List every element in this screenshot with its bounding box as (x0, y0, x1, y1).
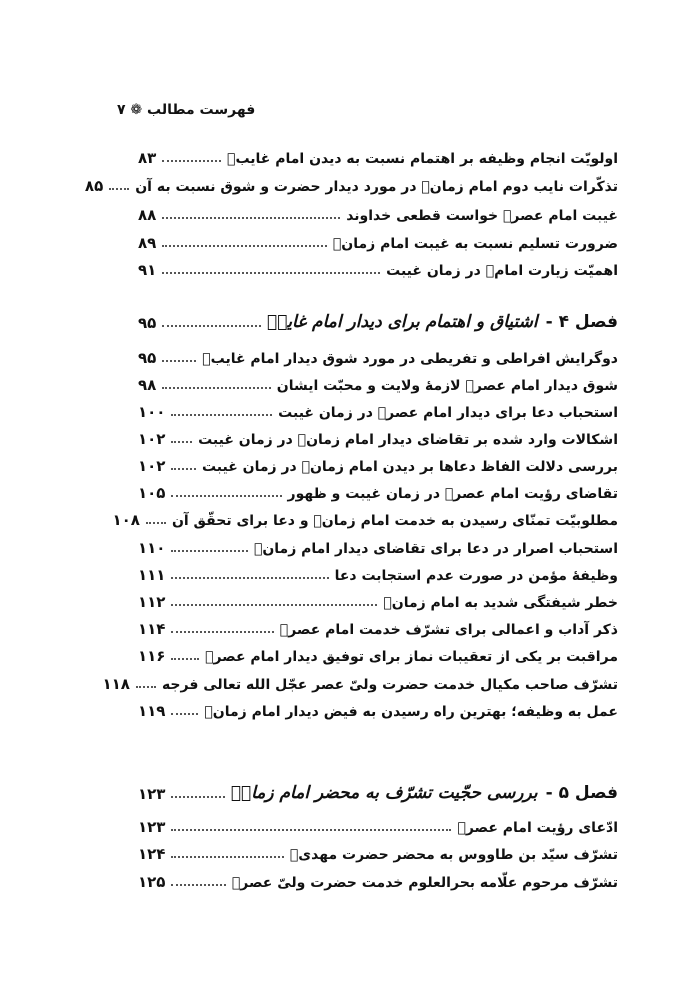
header-ornament-icon: ❁ (130, 102, 143, 118)
chapter-label: فصل ۵ - (545, 783, 618, 803)
dot-leader (171, 414, 272, 416)
dot-leader (162, 217, 340, 219)
toc-entry[interactable] (84, 171, 618, 195)
dot-leader (171, 713, 198, 715)
page-number: ۸۵ (84, 177, 104, 195)
page-number: ۸۸ (138, 206, 157, 224)
entry-title: غیبت امام عصرؑ خواست قطعی خداوند (346, 208, 618, 224)
page-number: ۱۱۶ (138, 647, 166, 665)
entry-title: بررسی دلالت الفاظ دعاها بر دیدن امام زمانؑ در زمان غیبت (201, 459, 618, 475)
toc-entry[interactable] (112, 505, 618, 529)
header-page-number: ۷ (117, 102, 126, 118)
toc-entry[interactable] (138, 424, 618, 448)
entry-title: اهمیّت زیارت امامؑ در زمان غیبت (386, 263, 618, 279)
page-number: ۱۰۲ (138, 457, 166, 475)
entry-title: وظیفهٔ مؤمن در صورت عدم استجابت دعا (334, 568, 618, 584)
entry-title: اولویّت انجام وظیفه بر اهتمام نسبت به دیدن امام غایبؑ (227, 151, 618, 167)
page-number: ۱۲۴ (138, 845, 166, 863)
page-number: ۱۱۲ (138, 593, 166, 611)
toc-entry[interactable] (138, 397, 618, 421)
dot-leader (171, 441, 192, 443)
dot-leader (162, 325, 261, 327)
page-number: ۱۱۸ (102, 675, 130, 693)
entry-title: ذکر آداب و اعمالی برای تشرّف خدمت امام عصرؑ (279, 622, 618, 638)
toc-entry[interactable] (138, 255, 618, 279)
toc-entry[interactable] (138, 587, 618, 611)
page-number: ۱۰۲ (138, 430, 166, 448)
dot-leader (171, 631, 273, 633)
page-number: ۱۱۴ (138, 620, 166, 638)
page-number: ۱۲۳ (138, 818, 166, 836)
toc-entry[interactable] (138, 867, 618, 891)
page-number: ۱۱۱ (138, 566, 166, 584)
dot-leader (109, 188, 129, 190)
page-number: ۱۲۵ (138, 873, 166, 891)
entry-title: ادّعای رؤیت امام عصرؑ (457, 820, 618, 836)
toc-entry[interactable] (138, 641, 618, 665)
dot-leader (162, 160, 221, 162)
chapter-title: بررسی حجّیت تشرّف به محضر امام زمانؑ (230, 783, 538, 803)
toc-entry[interactable] (138, 614, 618, 638)
toc-entry[interactable] (138, 560, 618, 584)
entry-title: تشرّف سیّد بن طاووس به محضر حضرت مهدیؑ (289, 847, 618, 863)
entry-title: تقاضای رؤیت امام عصرؑ در زمان غیبت و ظهور (287, 486, 618, 502)
page-number: ۸۳ (138, 149, 157, 167)
page-number: ۸۹ (138, 234, 157, 252)
page-number: ۱۱۰ (138, 539, 166, 557)
toc-entry[interactable] (138, 533, 618, 557)
dot-leader (171, 884, 225, 886)
toc-entry[interactable] (138, 812, 618, 836)
toc-entry[interactable] (138, 478, 618, 502)
entry-title: دوگرایش افراطی و تفریطی در مورد شوق دیدار امام غایبؑ (202, 351, 618, 367)
page-number: ۹۵ (138, 314, 157, 332)
page-number: ۱۲۳ (138, 785, 166, 803)
toc-entry[interactable] (138, 451, 618, 475)
entry-title: ضرورت تسلیم نسبت به غیبت امام زمانؑ (332, 236, 618, 252)
header-title: فهرست مطالب (147, 102, 256, 118)
entry-title: استحباب دعا برای دیدار امام عصرؑ در زمان غیبت (278, 405, 618, 421)
dot-leader (162, 272, 380, 274)
dot-leader (146, 522, 166, 524)
page-number: ۱۱۹ (138, 702, 166, 720)
toc-entry[interactable] (138, 370, 618, 394)
entry-title: مراقبت بر یکی از تعقیبات نماز برای توفیق دیدار امام عصرؑ (205, 649, 618, 665)
toc-entry[interactable] (138, 343, 618, 367)
chapter-title: اشتیاق و اهتمام برای دیدار امام غایبؑ (266, 312, 538, 332)
dot-leader (171, 856, 283, 858)
entry-title: مطلوبیّت تمنّای رسیدن به خدمت امام زمانؑ و دعا برای تحقّق آن (171, 513, 618, 529)
toc-entry[interactable] (138, 839, 618, 863)
dot-leader (171, 577, 328, 579)
entry-title: اشکالات وارد شده بر تقاضای دیدار امام زمانؑ در زمان غیبت (198, 432, 618, 448)
entry-title: استحباب اصرار در دعا برای تقاضای دیدار امام زمانؑ (253, 541, 618, 557)
chapter-label: فصل ۴ - (545, 312, 618, 332)
entry-title: شوق دیدار امام عصرؑ لازمهٔ ولایت و محبّت ایشان (276, 378, 618, 394)
chapter-heading[interactable] (138, 308, 618, 332)
dot-leader (162, 245, 327, 247)
chapter-heading[interactable] (138, 779, 618, 803)
dot-leader (171, 495, 281, 497)
entry-title: خطر شیفتگی شدید به امام زمانؑ (383, 595, 618, 611)
entry-title: تشرّف مرحوم علّامه بحرالعلوم خدمت حضرت ولیّ عصرؑ (231, 875, 618, 891)
entry-title: عمل به وظیفه؛ بهترین راه رسیدن به فیض دیدار امام زمانؑ (204, 704, 618, 720)
page-number: ۹۸ (138, 376, 157, 394)
page-number: ۹۱ (138, 261, 157, 279)
toc-entry[interactable] (138, 200, 618, 224)
page-number: ۹۵ (138, 349, 157, 367)
page-number: ۱۰۰ (138, 403, 166, 421)
dot-leader (162, 360, 196, 362)
dot-leader (171, 796, 224, 798)
page-number: ۱۰۵ (138, 484, 166, 502)
entry-title: تشرّف صاحب مکیال خدمت حضرت ولیّ عصر عجّل الله تعالی فرجه (161, 677, 618, 693)
entry-title: تذکّرات نایب دوم امام زمانؑ در مورد دیدار حضرت و شوق نسبت به آن (135, 179, 618, 195)
dot-leader (171, 468, 195, 470)
toc-entry[interactable] (138, 228, 618, 252)
running-header (117, 102, 255, 118)
dot-leader (171, 658, 199, 660)
dot-leader (171, 604, 377, 606)
dot-leader (136, 686, 156, 688)
page-number: ۱۰۸ (112, 511, 140, 529)
dot-leader (171, 550, 247, 552)
dot-leader (171, 829, 451, 831)
dot-leader (162, 387, 270, 389)
toc-entry[interactable] (138, 143, 618, 167)
toc-entry[interactable] (138, 696, 618, 720)
toc-entry[interactable] (102, 669, 618, 693)
